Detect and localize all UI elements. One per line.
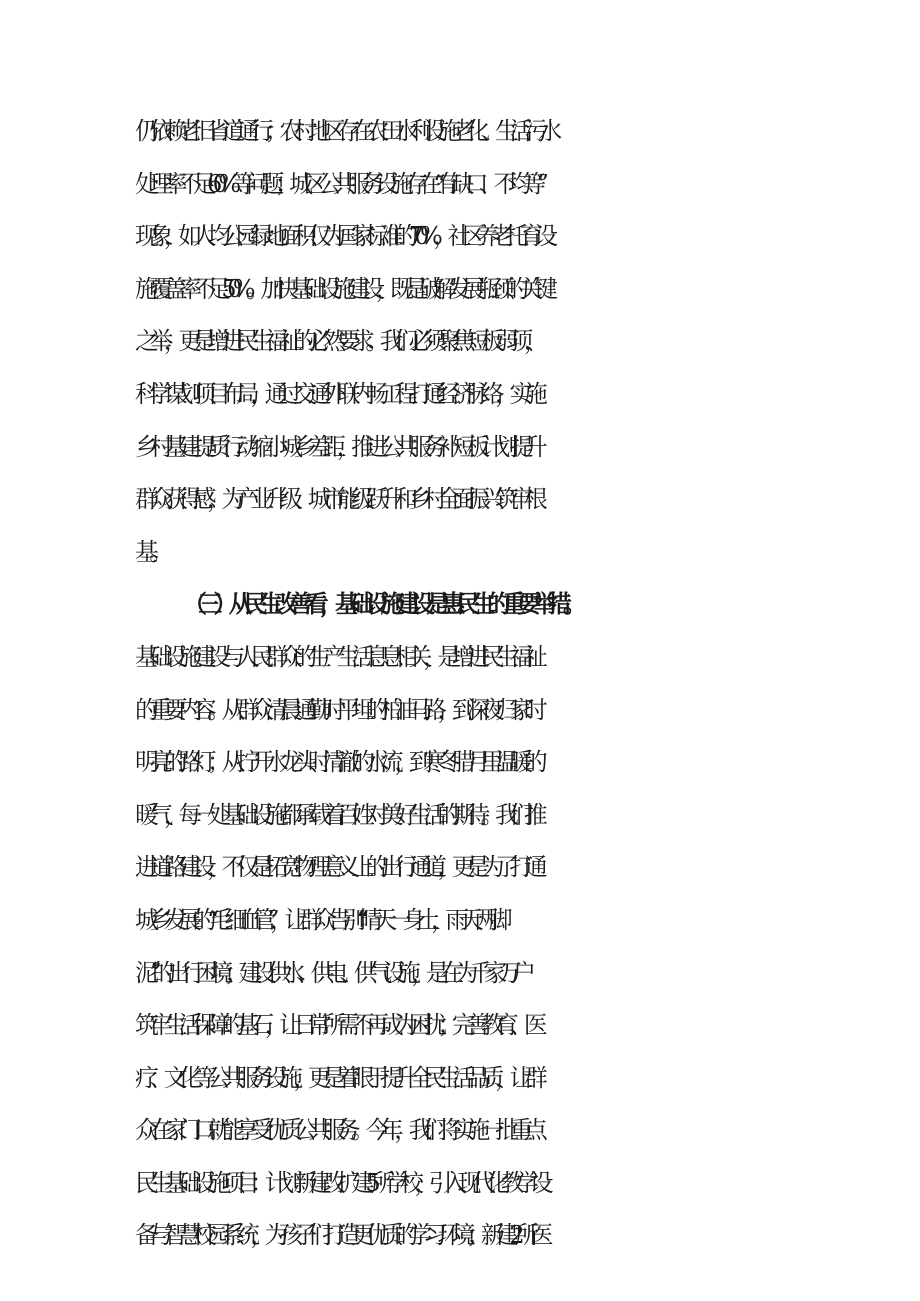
text-line: 基础设施建设与人民群众的生产生活息息相关，是增进民生福祉: [135, 642, 539, 671]
text-line: 现象，如人均公园绿地面积仅为国家标准的70%，社区养老托育设: [135, 222, 549, 251]
text-line: 处理率不足60%等问题；城区公共服务设施存在“有缺口、不均等”: [135, 169, 540, 198]
text-line: 明亮的路灯；从拧开水龙头时清澈的水流，到寒冬腊月里温暖的: [135, 748, 539, 777]
text-line: 备与智慧校园系统，为孩子们打造更优质的学习环境；新建2所医: [135, 1221, 544, 1250]
section-heading: （三）从民生改善看，基础设施建设是惠民生的重要举措。: [183, 590, 579, 619]
text-line: 的重要内容。从群众清晨通勤时平坦的柏油马路，到深夜归家时: [135, 695, 539, 724]
text-line: 城乡发展的“毛细血管”，让群众告别“晴天一身土，雨天两脚: [135, 905, 504, 934]
text-line: 暖气，每一处基础设施都承载着百姓对美好生活的期待。我们推: [135, 800, 539, 829]
text-line: 基。: [135, 537, 164, 566]
text-line: 疗、文化等公共服务设施，更是着眼于提升全民生活品质，让群: [135, 1063, 539, 1092]
document-body: [0, 105, 920, 1262]
text-line: 乡村基建提质行动缩小城乡差距，推进公共服务补短板计划提升: [135, 432, 539, 461]
text-line: 泥”的出行困境；建设供水、供电、供气设施，是在为千家万户: [135, 958, 527, 987]
text-line: 进道路建设，不仅是拓宽物理意义上的出行通道，更是为了打通: [135, 853, 539, 882]
text-line: 施覆盖率不足50%。加快基础设施建设，既是破解发展瓶颈的关键: [135, 274, 549, 303]
text-line: 之举，更是增进民生福祉的必然要求。我们必须聚焦短板弱项，: [135, 327, 539, 356]
text-line: 仍依赖老旧省道通行；农村地区存在农田水利设施老化、生活污水: [135, 117, 553, 145]
text-line: 科学谋划项目布局，通过交通外联内畅工程打通经济脉络，实施: [135, 379, 539, 408]
text-line: 众在家门口就能享受优质公共服务。今年，我们将实施一批重点: [135, 1116, 539, 1145]
text-line: 筑牢生活保障的基石，让日常所需不再成为困扰；完善教育、医: [135, 1011, 539, 1040]
text-line: 民生基础设施项目：计划新建改扩建5所学校，引入现代化教学设: [135, 1168, 544, 1197]
text-line: 群众获得感，为产业升级、城市能级跃升和乡村全面振兴筑牢根: [135, 485, 539, 514]
